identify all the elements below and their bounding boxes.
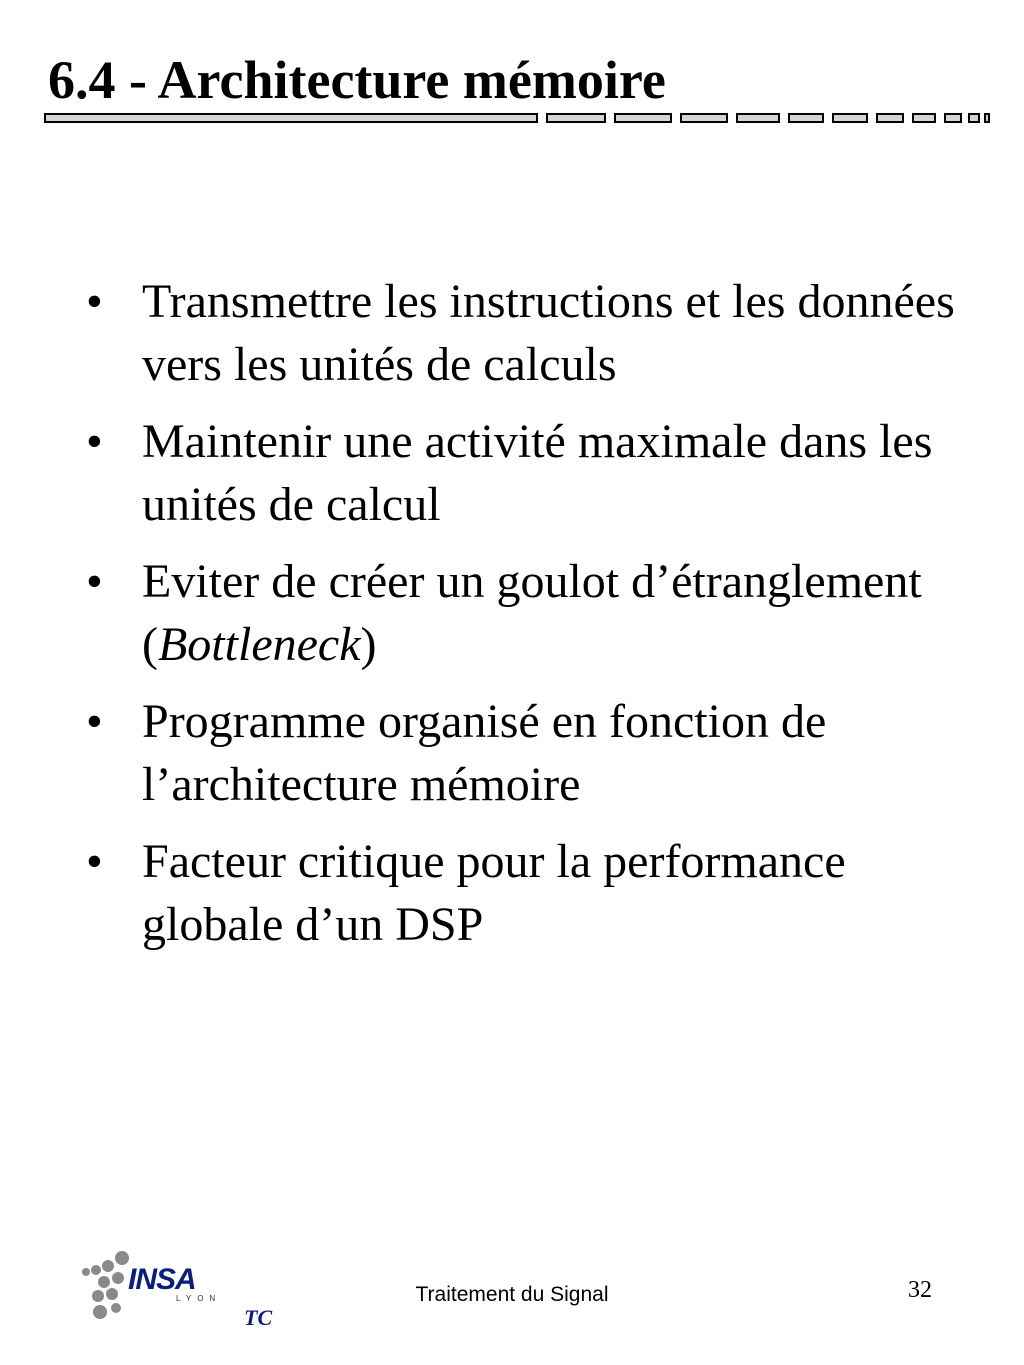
- title-rule: [44, 113, 994, 127]
- bullet-text: Transmettre les instructions et les données vers les unités de calculs: [142, 275, 955, 391]
- bullet-marker: •: [86, 275, 103, 328]
- slide-title: 6.4 - Architecture mémoire: [48, 50, 666, 110]
- bullet-marker: •: [86, 415, 103, 468]
- bullet-marker: •: [86, 555, 103, 608]
- footer-course-title: Traitement du Signal: [415, 1283, 609, 1306]
- bullet-text-before: Eviter de créer un goulot d’étranglement (: [142, 555, 922, 671]
- bullet-marker: •: [86, 835, 103, 888]
- bullet-text-emphasis: Bottleneck: [157, 618, 361, 671]
- bullet-item: [86, 270, 966, 396]
- bullet-text-after: ): [360, 618, 377, 671]
- bullet-item: [86, 410, 966, 536]
- logo-subtitle: LYON: [176, 1294, 222, 1303]
- bullet-item: [86, 830, 966, 956]
- logo-department: TC: [244, 1305, 273, 1330]
- bullet-text: [142, 555, 922, 671]
- page-number: 32: [908, 1277, 932, 1303]
- bullet-item: [86, 690, 966, 816]
- bullet-marker: •: [86, 695, 103, 748]
- bullet-list: [86, 270, 966, 970]
- bullet-text: Programme organisé en fonction de l’architecture mémoire: [142, 695, 827, 811]
- bullet-text: Maintenir une activité maximale dans les unités de calcul: [142, 415, 933, 531]
- bullet-text: Facteur critique pour la performance globale d’un DSP: [142, 835, 846, 951]
- logo-wordmark: INSA: [128, 1263, 196, 1296]
- bullet-item: [86, 550, 966, 676]
